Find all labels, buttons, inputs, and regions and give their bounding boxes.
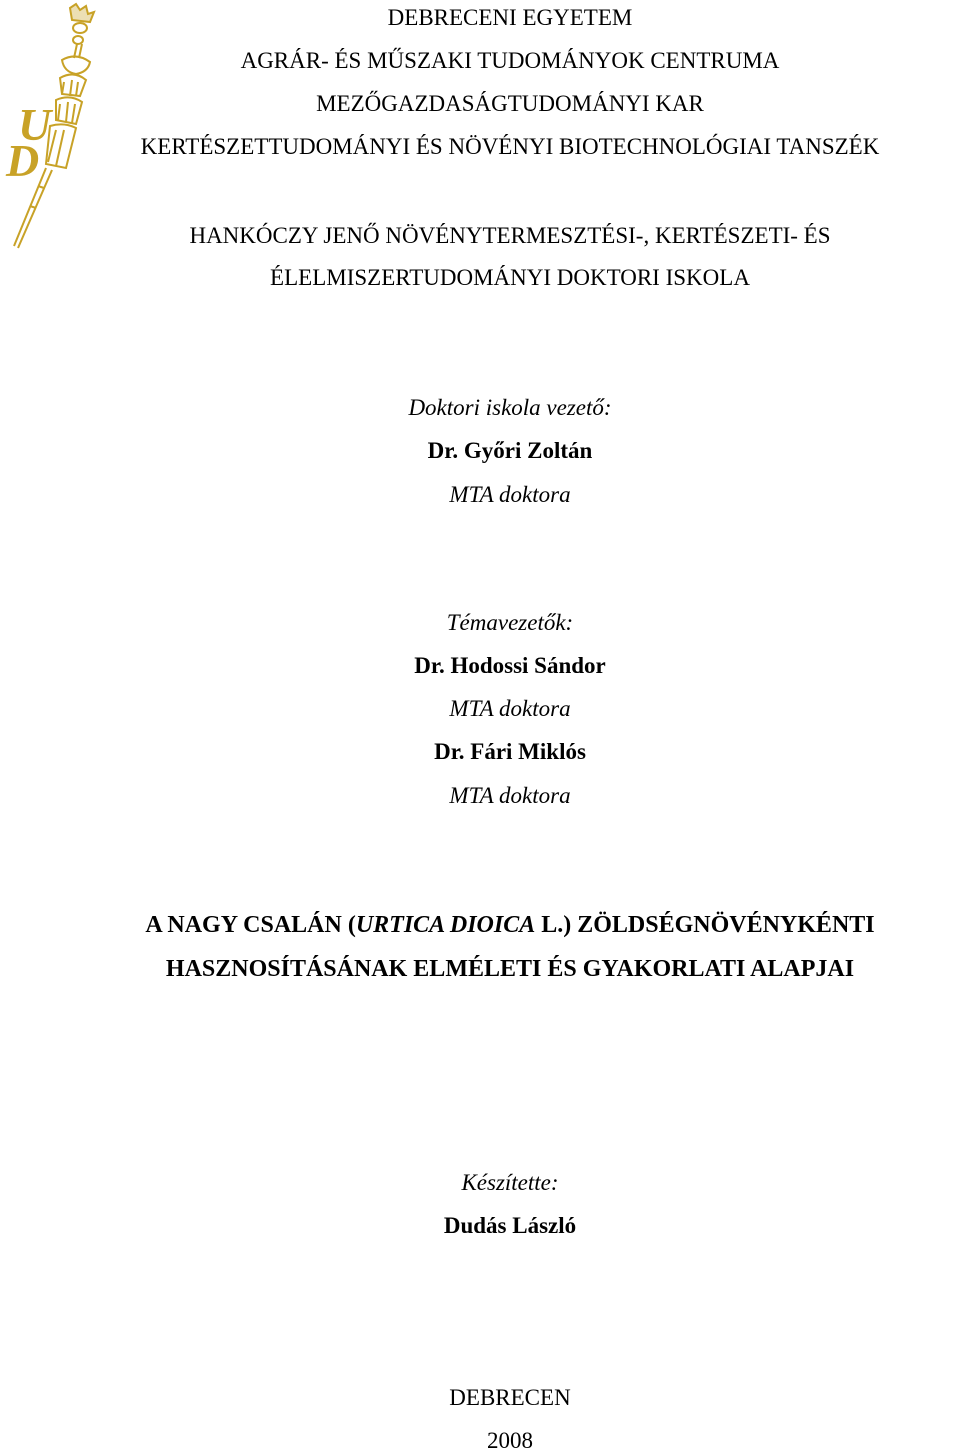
university-name: DEBRECENI EGYETEM (387, 5, 633, 30)
thesis-title-line-2: HASZNOSÍTÁSÁNAK ELMÉLETI ÉS GYAKORLATI ALAPJAI (165, 956, 855, 982)
supervisors-label: Témavezetők: (446, 610, 574, 635)
school-head-title: MTA doktora (449, 482, 571, 507)
school-head-label: Doktori iskola vezető: (408, 395, 612, 420)
logo-letter-u: U (18, 99, 52, 150)
faculty-name: MEZŐGAZDASÁGTUDOMÁNYI KAR (316, 91, 704, 116)
centre-name: AGRÁR- ÉS MŰSZAKI TUDOMÁNYOK CENTRUMA (240, 48, 780, 73)
doctoral-school-line-1: HANKÓCZY JENŐ NÖVÉNYTERMESZTÉSI-, KERTÉSZETI- ÉS (189, 223, 831, 248)
author-label: Készítette: (461, 1170, 559, 1195)
author-name: Dudás László (443, 1213, 577, 1238)
school-head-name: Dr. Győri Zoltán (427, 438, 593, 463)
supervisor-name: Dr. Hodossi Sándor (414, 653, 606, 678)
thesis-title-suffix: L.) ZÖLDSÉGNÖVÉNYKÉNTI (535, 912, 875, 938)
logo-letter-d: D (6, 135, 40, 186)
supervisor-title: MTA doktora (449, 783, 571, 808)
department-name: KERTÉSZETTUDOMÁNYI ÉS NÖVÉNYI BIOTECHNOLÓGIAI TANSZÉK (140, 134, 880, 159)
footer-year: 2008 (487, 1428, 533, 1453)
footer-city: DEBRECEN (449, 1385, 571, 1410)
supervisor-title: MTA doktora (449, 696, 571, 721)
thesis-title-line-1 (60, 911, 960, 939)
university-logo (0, 0, 110, 250)
thesis-title-species: URTICA DIOICA (355, 912, 536, 938)
doctoral-school-line-2: ÉLELMISZERTUDOMÁNYI DOKTORI ISKOLA (270, 265, 750, 290)
thesis-title-prefix: A NAGY CSALÁN ( (145, 912, 356, 938)
supervisor-name: Dr. Fári Miklós (434, 739, 586, 764)
